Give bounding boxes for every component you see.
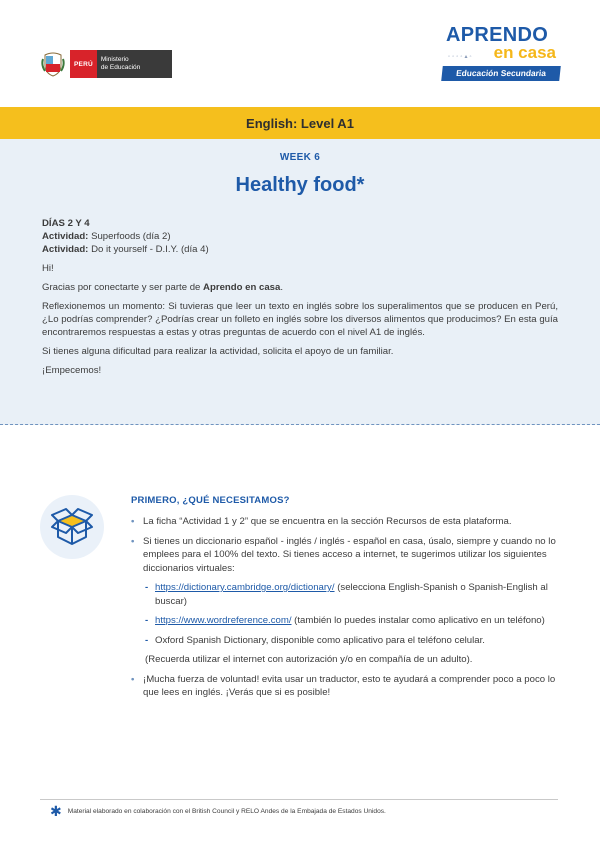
days-label: DÍAS 2 Y 4 — [42, 218, 90, 229]
thanks-paragraph — [42, 281, 558, 294]
open-box-icon — [40, 495, 104, 559]
brand-subtitle: en casa — [493, 43, 556, 62]
footer-divider — [40, 799, 558, 800]
brand-dots-icon: ◦◦◦◦▴◦ — [448, 54, 474, 60]
start-paragraph: ¡Empecemos! — [42, 365, 102, 376]
thanks-brand: Aprendo en casa — [203, 282, 281, 293]
thanks-end: . — [280, 282, 284, 293]
coat-of-arms-icon — [40, 51, 66, 77]
aprendo-en-casa-logo — [442, 24, 560, 86]
page-title: Healthy food* — [235, 174, 365, 196]
level-title: English: Level A1 — [246, 115, 354, 131]
ministry-label — [97, 50, 172, 78]
greeting: Hi! — [42, 263, 54, 274]
list-item: • ¡Mucha fuerza de voluntad! evita usar un traductor, esto te ayudará a comprender poco a poco lo que lees en inglés. ¡Verás que si es posible! — [131, 673, 561, 700]
brand-title: APRENDO — [446, 24, 549, 46]
activity-1-text: Superfoods (día 2) — [91, 231, 171, 242]
activity-2 — [42, 243, 558, 256]
activity-label: Actividad: — [42, 231, 89, 242]
cambridge-note: (selecciona English-Spanish o Spanish-English al buscar) — [155, 582, 548, 607]
internet-note: (Recuerda utilizar el internet con autorización y/o en compañía de un adulto). — [145, 654, 473, 665]
footnote — [50, 803, 386, 819]
dictionary-item-wordreference — [131, 614, 561, 628]
needs-heading: PRIMERO, ¿QUÉ NECESITAMOS? — [131, 495, 290, 506]
list-item: • Si tienes un diccionario español - inglés / inglés - español en casa, úsalo, siempre y cuando no lo emplees para el 100% del texto. Si tienes acceso a internet, te sugerimos utilizar los siguientes diccionarios virtuales: — [131, 535, 561, 576]
intro-section — [0, 139, 600, 425]
brand-band: Educación Secundaria — [441, 66, 561, 81]
wordreference-note: (también lo puedes instalar como aplicativo en un teléfono) — [291, 615, 545, 626]
wordreference-link[interactable]: https://www.wordreference.com/ — [155, 615, 292, 626]
ministry-line-2: de Educación — [100, 64, 141, 71]
needs-section — [131, 495, 561, 706]
intro-body — [42, 217, 558, 383]
needs-list — [131, 515, 561, 700]
ministry-line-1: Ministerio — [100, 56, 129, 63]
level-band — [0, 107, 600, 139]
dictionary-item-oxford: - Oxford Spanish Dictionary, disponible como aplicativo para el teléfono celular. — [131, 634, 561, 648]
reflect-paragraph: Reflexionemos un momento: Si tuvieras que leer un texto en inglés sobre los superalimentos que se producen en Perú, ¿Lo podrías comprender? ¿Podrías crear un folleto en inglés sobre los diversos alimentos que producimos? En esta guía encontraremos respuestas a estas y otras preguntas de acuerdo con el nivel A1 de inglés. — [42, 301, 558, 338]
page-header — [0, 0, 600, 105]
activity-1 — [42, 230, 558, 243]
ministry-logo — [40, 50, 172, 78]
activity-label: Actividad: — [42, 244, 89, 255]
help-paragraph: Si tienes alguna dificultad para realizar la actividad, solicita el apoyo de un familiar. — [42, 346, 394, 357]
list-item: • La ficha “Actividad 1 y 2” que se encuentra en la sección Recursos de esta plataforma. — [131, 515, 561, 529]
peru-label: PERÚ — [70, 50, 97, 78]
cambridge-link[interactable]: https://dictionary.cambridge.org/dictionary/ — [155, 582, 335, 593]
dictionary-item-cambridge — [131, 581, 561, 608]
footnote-text: Material elaborado en colaboración con el British Council y RELO Andes de la Embajada de Estados Unidos. — [67, 807, 386, 815]
asterisk-icon: ✱ — [50, 803, 62, 819]
activity-2-text: Do it yourself - D.I.Y. (día 4) — [91, 244, 209, 255]
thanks-text: Gracias por conectarte y ser parte de — [42, 282, 204, 293]
week-label: WEEK 6 — [279, 152, 321, 163]
